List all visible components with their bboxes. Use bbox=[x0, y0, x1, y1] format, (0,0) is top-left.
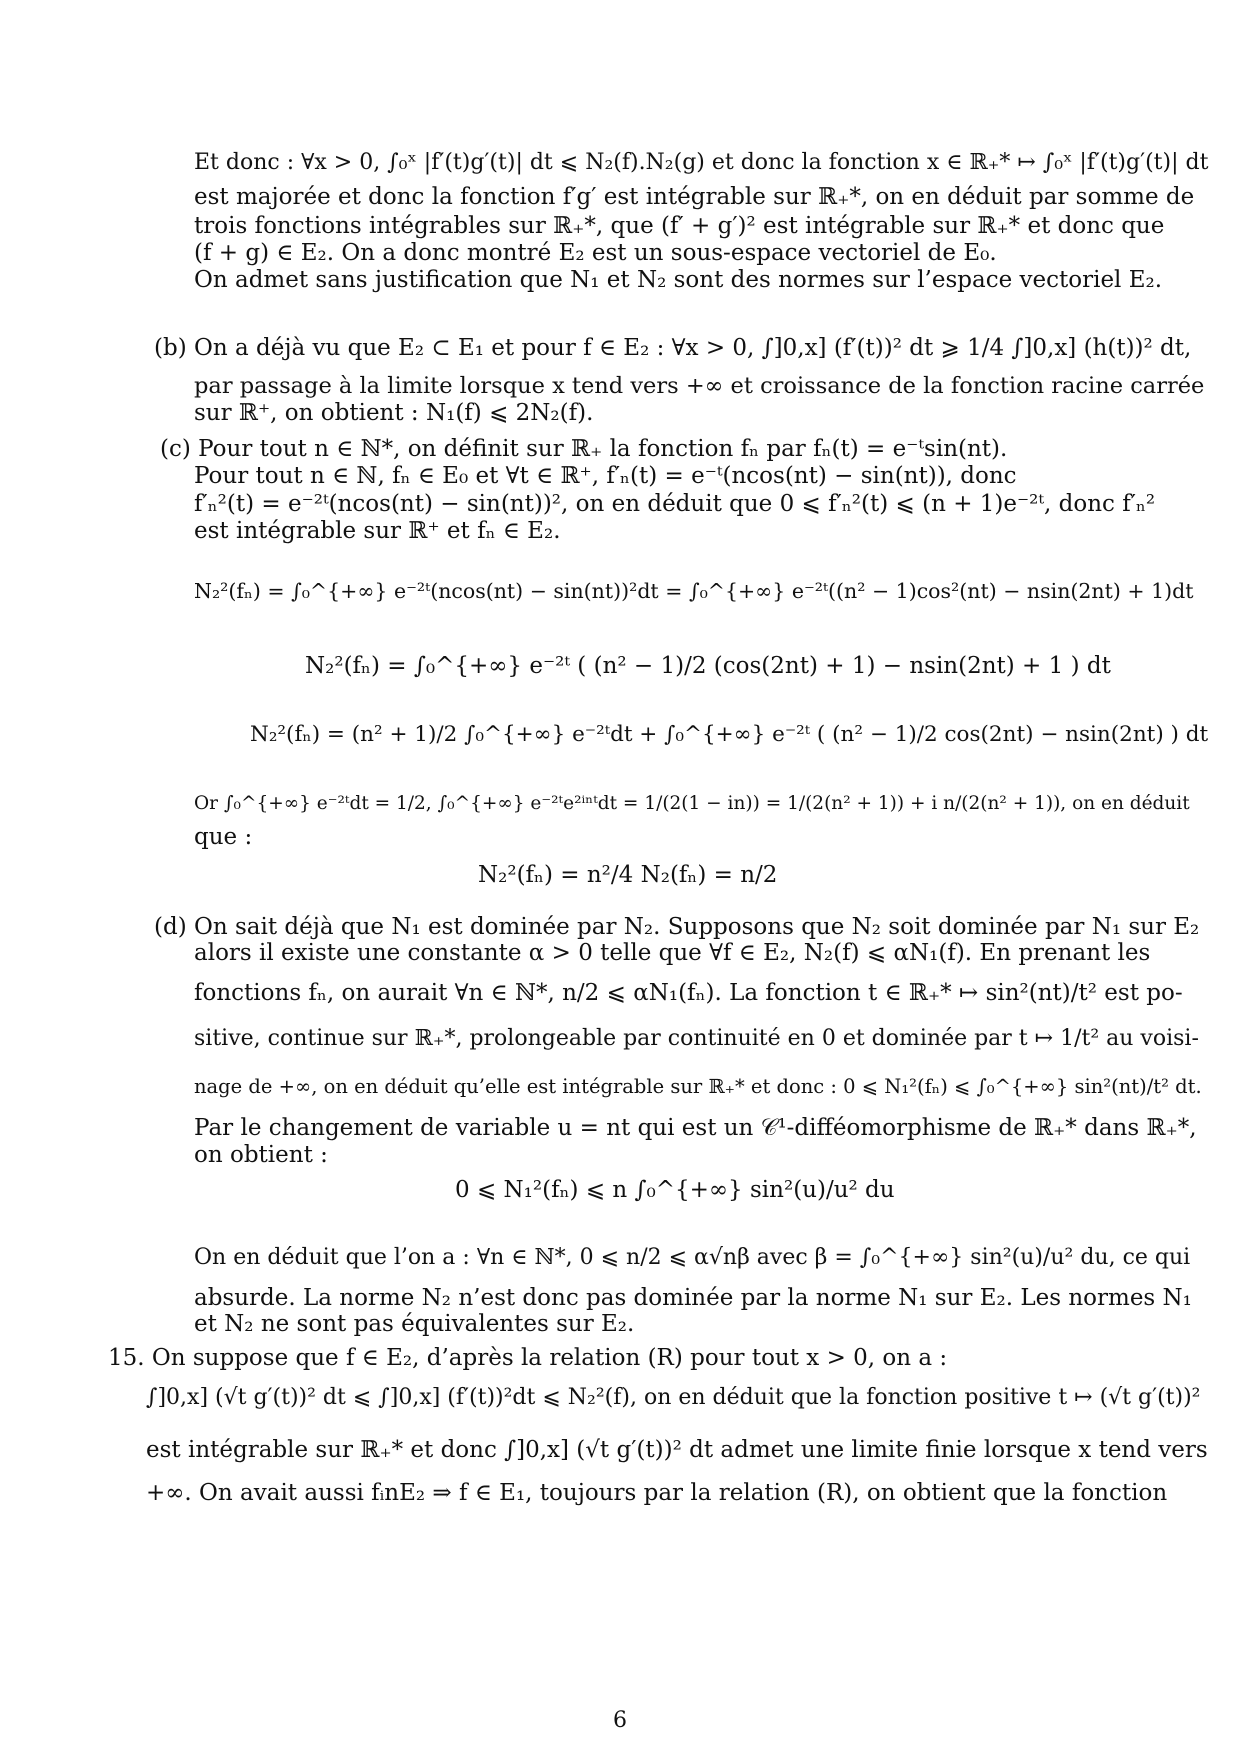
text-line-8: sur ℝ⁺, on obtient : N₁(f) ⩽ 2N₂(f). bbox=[194, 400, 594, 426]
text-line-15: (d) On sait déjà que N₁ est dominée par N₂. Supposons que N₂ soit dominée par N₁ sur E₂ bbox=[154, 914, 1200, 940]
text-line-22: On en déduit que l’on a : ∀n ∈ ℕ*, 0 ⩽ n/2 ⩽ α√nβ avec β = ∫₀^{+∞} sin²(u)/u² du, ce qui bbox=[194, 1245, 1191, 1270]
text-line-7: par passage à la limite lorsque x tend vers +∞ et croissance de la fonction racine carrée bbox=[194, 373, 1205, 399]
text-line-19: nage de +∞, on en déduit qu’elle est intégrable sur ℝ₊* et donc : 0 ⩽ N₁²(fₙ) ⩽ ∫₀^{+∞} sin²(nt)/t² dt. bbox=[194, 1075, 1202, 1098]
text-line-11: f′ₙ²(t) = e⁻²ᵗ(ncos(nt) − sin(nt))², on en déduit que 0 ⩽ f′ₙ²(t) ⩽ (n + 1)e⁻²ᵗ, donc f′ₙ² bbox=[194, 491, 1156, 517]
text-line-21: on obtient : bbox=[194, 1142, 328, 1168]
equation-2: N₂²(fₙ) = ∫₀^{+∞} e⁻²ᵗ ( (n² − 1)/2 (cos(2nt) + 1) − nsin(2nt) + 1 ) dt bbox=[305, 653, 1111, 679]
text-line-14: que : bbox=[194, 824, 253, 850]
text-line-2: est majorée et donc la fonction f′g′ est intégrable sur ℝ₊*, on en déduit par somme de bbox=[194, 184, 1195, 210]
text-line-18: sitive, continue sur ℝ₊*, prolongeable par continuité en 0 et dominée par t ↦ 1/t² au voisi- bbox=[194, 1026, 1199, 1051]
text-line-1: Et donc : ∀x > 0, ∫₀ˣ |f′(t)g′(t)| dt ⩽ N₂(f).N₂(g) et donc la fonction x ∈ ℝ₊* ↦ ∫₀ˣ |f′(t)g′(t)| dt bbox=[194, 150, 1209, 175]
text-line-5: On admet sans justification que N₁ et N₂ sont des normes sur l’espace vectoriel E₂. bbox=[194, 267, 1163, 293]
text-line-26: ∫]0,x] (√t g′(t))² dt ⩽ ∫]0,x] (f′(t))²dt ⩽ N₂²(f), on en déduit que la fonction positive t ↦ (√t g′(t))² bbox=[146, 1385, 1201, 1410]
text-line-12: est intégrable sur ℝ⁺ et fₙ ∈ E₂. bbox=[194, 518, 561, 544]
text-line-16: alors il existe une constante α > 0 telle que ∀f ∈ E₂, N₂(f) ⩽ αN₁(f). En prenant les bbox=[194, 940, 1151, 966]
page-number: 6 bbox=[613, 1708, 627, 1733]
equation-5: 0 ⩽ N₁²(fₙ) ⩽ n ∫₀^{+∞} sin²(u)/u² du bbox=[455, 1177, 895, 1203]
text-line-3: trois fonctions intégrables sur ℝ₊*, que (f′ + g′)² est intégrable sur ℝ₊* et donc que bbox=[194, 213, 1165, 239]
text-line-20: Par le changement de variable u = nt qui est un 𝒞¹-difféomorphisme de ℝ₊* dans ℝ₊*, bbox=[194, 1115, 1197, 1141]
text-line-23: absurde. La norme N₂ n’est donc pas dominée par la norme N₁ sur E₂. Les normes N₁ bbox=[194, 1285, 1192, 1311]
text-line-4: (f + g) ∈ E₂. On a donc montré E₂ est un sous-espace vectoriel de E₀. bbox=[194, 240, 997, 266]
text-line-13: Or ∫₀^{+∞} e⁻²ᵗdt = 1/2, ∫₀^{+∞} e⁻²ᵗe²ⁱⁿᵗdt = 1/(2(1 − in)) = 1/(2(n² + 1)) + i n/(2(n² + 1)), on en déduit bbox=[194, 793, 1190, 814]
equation-1: N₂²(fₙ) = ∫₀^{+∞} e⁻²ᵗ(ncos(nt) − sin(nt))²dt = ∫₀^{+∞} e⁻²ᵗ((n² − 1)cos²(nt) − nsin(2nt) + 1)dt bbox=[194, 579, 1194, 603]
equation-4: N₂²(fₙ) = n²/4 N₂(fₙ) = n/2 bbox=[478, 862, 778, 888]
text-line-10: Pour tout n ∈ ℕ, fₙ ∈ E₀ et ∀t ∈ ℝ⁺, f′ₙ(t) = e⁻ᵗ(ncos(nt) − sin(nt)), donc bbox=[194, 463, 1017, 489]
text-line-24: et N₂ ne sont pas équivalentes sur E₂. bbox=[194, 1311, 635, 1337]
equation-3: N₂²(fₙ) = (n² + 1)/2 ∫₀^{+∞} e⁻²ᵗdt + ∫₀^{+∞} e⁻²ᵗ ( (n² − 1)/2 cos(2nt) − nsin(2nt) ) dt bbox=[250, 722, 1209, 747]
text-line-25: 15. On suppose que f ∈ E₂, d’après la relation (R) pour tout x > 0, on a : bbox=[108, 1345, 948, 1371]
text-line-27: est intégrable sur ℝ₊* et donc ∫]0,x] (√t g′(t))² dt admet une limite finie lorsque x tend vers bbox=[146, 1437, 1208, 1463]
text-line-17: fonctions fₙ, on aurait ∀n ∈ ℕ*, n/2 ⩽ αN₁(fₙ). La fonction t ∈ ℝ₊* ↦ sin²(nt)/t² est po- bbox=[194, 980, 1183, 1006]
text-line-28: +∞. On avait aussi fᵢnE₂ ⇒ f ∈ E₁, toujours par la relation (R), on obtient que la fonction bbox=[146, 1480, 1168, 1506]
text-line-9: (c) Pour tout n ∈ ℕ*, on définit sur ℝ₊ la fonction fₙ par fₙ(t) = e⁻ᵗsin(nt). bbox=[160, 436, 1008, 462]
text-line-6: (b) On a déjà vu que E₂ ⊂ E₁ et pour f ∈ E₂ : ∀x > 0, ∫]0,x] (f′(t))² dt ⩾ 1/4 ∫]0,x] (h(t))² dt, bbox=[154, 335, 1192, 361]
